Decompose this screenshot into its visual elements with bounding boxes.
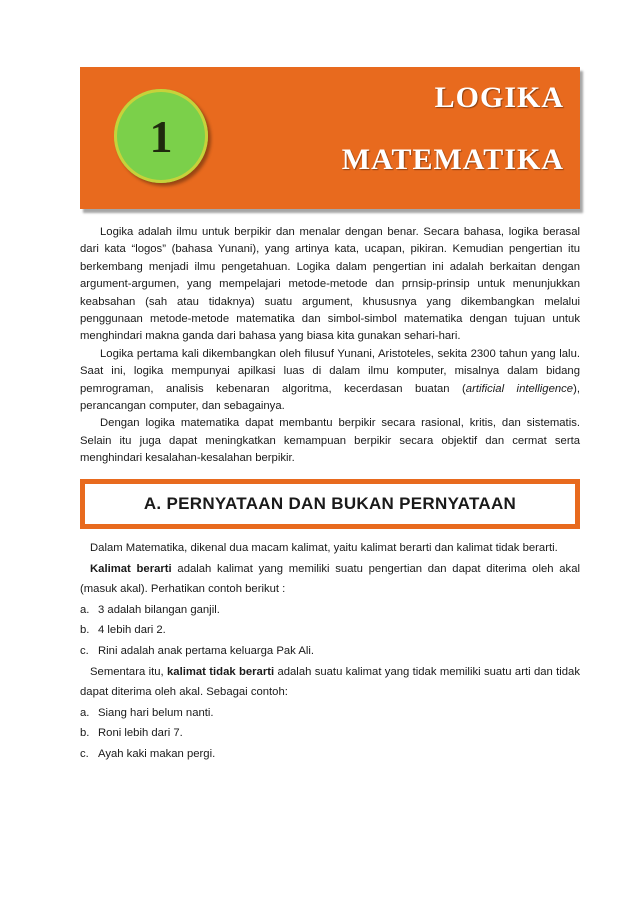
list-item xyxy=(80,641,580,662)
section-p2-rest: adalah kalimat yang memiliki suatu pengertian dan dapat diterima oleh akal (masuk akal). Perhatikan contoh berikut : xyxy=(80,562,580,596)
intro-p2-italic: artificial intelligence xyxy=(465,382,574,395)
list-label: c. xyxy=(80,644,89,657)
section-p3-start: Sementara itu, xyxy=(90,665,167,678)
section-paragraph-3 xyxy=(80,662,580,703)
list-text: Ayah kaki makan pergi. xyxy=(98,747,216,760)
list-label: a. xyxy=(80,706,90,719)
chapter-title-line1: LOGIKA xyxy=(434,81,564,114)
list-item xyxy=(80,703,580,724)
list-text: 3 adalah bilangan ganjil. xyxy=(98,603,220,616)
list-text: Rini adalah anak pertama keluarga Pak Ali. xyxy=(98,644,315,657)
list-item xyxy=(80,600,580,621)
intro-paragraph-1: Logika adalah ilmu untuk berpikir dan menalar dengan benar. Secara bahasa, logika berasal dari kata “logos” (bahasa Yunani), yang artinya kata, ucapan, pikiran. Kemudian pengertian itu berkembang menjadi ilmu pengetahuan. Logika dalam pengertian ini adalah berkaitan dengan argument-argumen, yang mempelajari metode-metode dan prnsip-prinsip untuk menunjukkan keabsahan (sah atau tidaknya) suatu argument, khususnya yang dikembangkan melalui penggunaan metode-metode matematika dan simbol-simbol matematika dengan tujuan untuk menghindari makna ganda dari bahasa yang biasa kita gunakan sehari-hari. xyxy=(80,226,580,343)
list-label: b. xyxy=(80,727,90,740)
example-list-tidak-berarti xyxy=(80,703,580,765)
section-title: A. PERNYATAAN DAN BUKAN PERNYATAAN xyxy=(143,494,517,513)
list-text: Roni lebih dari 7. xyxy=(98,727,183,740)
section-banner xyxy=(80,479,580,529)
term-kalimat-berarti: Kalimat berarti xyxy=(90,562,172,575)
list-text: Siang hari belum nanti. xyxy=(98,706,214,719)
intro-text xyxy=(80,224,580,468)
chapter-banner xyxy=(80,67,580,209)
list-item xyxy=(80,620,580,641)
list-label: b. xyxy=(80,624,90,637)
section-paragraph-2 xyxy=(80,559,580,600)
section-banner-inner xyxy=(84,483,576,525)
intro-paragraph-3: Dengan logika matematika dapat membantu berpikir secara rasional, kritis, dan sistematis. Selain itu juga dapat meningkatkan kemampuan berpikir secara objektif dan cermat serta menghindari kesalahan-kesalahan berpikir. xyxy=(80,417,580,465)
list-text: 4 lebih dari 2. xyxy=(98,624,166,637)
intro-p2-end: ), perancangan computer, dan sebagainya. xyxy=(80,382,580,413)
list-label: a. xyxy=(80,603,90,616)
section-p3-end: adalah suatu kalimat yang tidak memiliki suatu arti dan tidak dapat diterima oleh akal. Sebagai contoh: xyxy=(80,665,580,699)
chapter-number-badge: 1 xyxy=(114,89,208,183)
section-body xyxy=(80,538,580,765)
example-list-berarti xyxy=(80,600,580,662)
section-paragraph-1: Dalam Matematika, dikenal dua macam kalimat, yaitu kalimat berarti dan kalimat tidak berarti. xyxy=(90,542,558,554)
list-label: c. xyxy=(80,747,89,760)
intro-p2-start: Logika pertama kali dikembangkan oleh filusuf Yunani, Aristoteles, sekita 2300 tahun yang lalu. Saat ini, logika mempunyai apilkasi luas di dalam ilmu komputer, misalnya dalam bidang pemrograman, analisis kebenaran algoritma, kecerdasan buatan ( xyxy=(80,347,580,395)
chapter-title-line2: MATEMATIKA xyxy=(341,143,564,176)
list-item xyxy=(80,723,580,744)
intro-paragraph-2 xyxy=(80,346,580,416)
list-item xyxy=(80,744,580,765)
term-kalimat-tidak-berarti: kalimat tidak berarti xyxy=(167,665,275,678)
